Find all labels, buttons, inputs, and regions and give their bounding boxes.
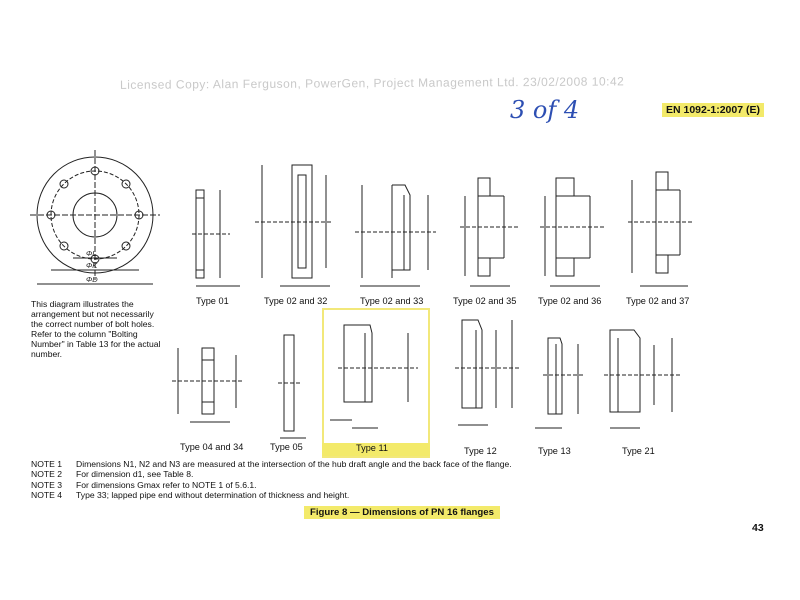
note-item: NOTE 3 For dimensions Gmax refer to NOTE 1 of 5.6.1. <box>31 479 257 490</box>
phi-l-label: ΦL <box>86 249 97 258</box>
label-type-05: Type 05 <box>270 442 303 452</box>
description-line: the correct number of bolt holes. <box>31 319 155 329</box>
label-type-02-36: Type 02 and 36 <box>538 296 602 306</box>
label-type-02-32: Type 02 and 32 <box>264 296 328 306</box>
label-type-02-37: Type 02 and 37 <box>626 296 690 306</box>
label-type-12: Type 12 <box>464 446 497 456</box>
type-02-35-drawing <box>460 178 520 286</box>
label-type-02-33: Type 02 and 33 <box>360 296 424 306</box>
note-item: NOTE 4 Type 33; lapped pipe end without determination of thickness and height. <box>31 489 350 500</box>
faded-header-text: Licensed Copy: Alan Ferguson, PowerGen, Project Management Ltd. 23/02/2008 10:42 <box>119 74 625 92</box>
note-item: NOTE 2 For dimension d1, see Table 8. <box>31 469 194 480</box>
phi-d-label: ΦD <box>86 275 98 284</box>
notes-list <box>31 459 512 500</box>
type-05-drawing <box>278 335 306 438</box>
description-line: number. <box>31 349 63 359</box>
type-13-drawing <box>535 338 584 428</box>
type-11-drawing <box>330 325 418 428</box>
type-02-36-drawing <box>540 178 605 286</box>
label-type-21: Type 21 <box>622 446 655 456</box>
type-02-33-drawing <box>355 185 436 286</box>
label-type-11: Type 11 <box>356 443 389 453</box>
type-04-34-drawing <box>172 348 244 422</box>
bolt-hole-description <box>31 299 181 359</box>
label-type-04-34: Type 04 and 34 <box>180 442 244 452</box>
type-02-37-drawing <box>628 172 692 286</box>
label-type-01: Type 01 <box>196 296 229 306</box>
type-21-drawing <box>604 330 680 428</box>
label-type-13: Type 13 <box>538 446 571 456</box>
description-line: arrangement but not necessarily <box>31 309 154 319</box>
standard-id: EN 1092-1:2007 (E) <box>662 103 764 117</box>
handwritten-annotation: 3 of 4 <box>510 96 580 124</box>
label-type-02-35: Type 02 and 35 <box>453 296 517 306</box>
type-02-32-drawing <box>255 165 332 286</box>
description-line: Refer to the column "Bolting <box>31 329 138 339</box>
description-line: Number" in Table 13 for the actual <box>31 339 161 349</box>
type-01-drawing <box>192 190 240 286</box>
page-number: 43 <box>752 522 764 534</box>
note-item: NOTE 1 Dimensions N1, N2 and N3 are measured at the intersection of the hub draft angle and the back face of the flange. <box>31 459 512 469</box>
figure-caption: Figure 8 — Dimensions of PN 16 flanges <box>304 506 500 519</box>
description-line: This diagram illustrates the <box>31 299 134 309</box>
type-12-drawing <box>455 320 520 425</box>
phi-k-label: ΦK <box>86 261 98 270</box>
